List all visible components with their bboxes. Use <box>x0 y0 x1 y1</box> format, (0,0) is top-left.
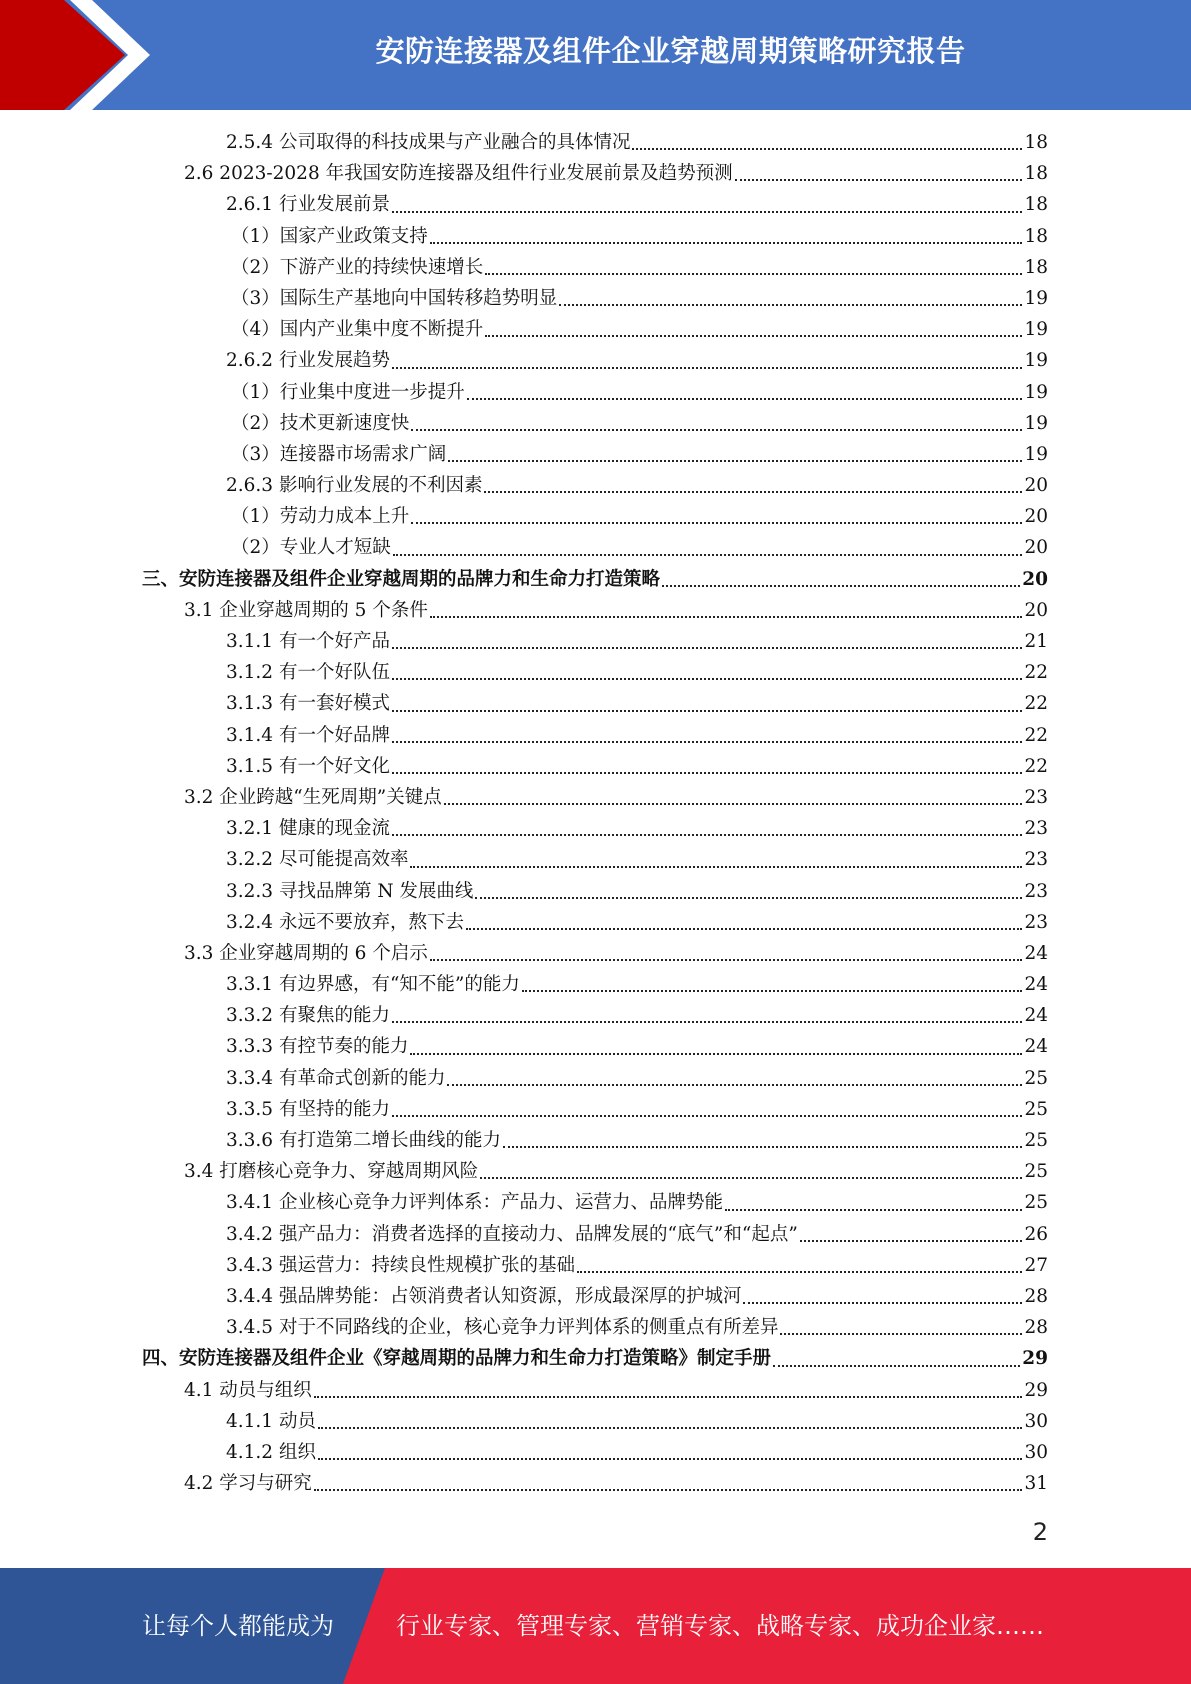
toc-entry-title: 3.4 打磨核心竞争力、穿越周期风险 <box>184 1161 479 1183</box>
toc-dot-leader <box>466 928 1022 930</box>
toc-dot-leader <box>318 1427 1023 1429</box>
toc-entry-title: （1）行业集中度进一步提升 <box>231 381 465 403</box>
toc-dot-leader <box>392 678 1022 680</box>
toc-entry[interactable] <box>142 189 1048 220</box>
toc-entry-title: 2.5.4 公司取得的科技成果与产业融合的具体情况 <box>226 132 631 153</box>
toc-entry-title: 3.2.2 尽可能提高效率 <box>226 849 409 871</box>
toc-dot-leader <box>444 803 1023 805</box>
page-number: 2 <box>1032 1518 1048 1546</box>
toc-dot-leader <box>485 335 1022 337</box>
toc-entry-title: （1）国家产业政策支持 <box>231 225 428 247</box>
toc-entry[interactable] <box>142 1312 1048 1343</box>
toc-entry-page: 20 <box>1024 537 1048 559</box>
toc-entry-page: 23 <box>1024 880 1048 902</box>
toc-entry[interactable] <box>142 158 1048 189</box>
footer-banner <box>0 1568 1191 1684</box>
toc-entry-page: 24 <box>1024 1005 1048 1027</box>
toc-entry-page: 22 <box>1024 662 1048 684</box>
toc-entry-page: 23 <box>1024 786 1048 808</box>
toc-entry-title: 3.2.1 健康的现金流 <box>226 818 390 840</box>
toc-dot-leader <box>318 1458 1023 1460</box>
toc-entry[interactable] <box>142 1250 1048 1281</box>
toc-entry-page: 24 <box>1024 1036 1048 1058</box>
toc-entry-title: 4.1.1 动员 <box>226 1410 316 1432</box>
toc-entry-title: 3.3.6 有打造第二增长曲线的能力 <box>226 1130 501 1151</box>
toc-dot-leader <box>743 1302 1022 1304</box>
toc-entry-page: 28 <box>1024 1285 1048 1307</box>
toc-entry[interactable] <box>142 532 1048 563</box>
toc-entry-title: 4.1.2 组织 <box>226 1441 316 1463</box>
toc-entry-page: 18 <box>1024 256 1048 278</box>
toc-dot-leader <box>392 741 1022 743</box>
toc-entry-page: 18 <box>1024 163 1048 185</box>
toc-entry-page: 30 <box>1024 1441 1048 1463</box>
toc-entry[interactable] <box>142 1375 1048 1406</box>
toc-entry-page: 21 <box>1024 631 1048 652</box>
toc-entry-page: 25 <box>1024 1192 1048 1214</box>
toc-entry-page: 25 <box>1024 1098 1048 1120</box>
toc-entry-title: 4.1 动员与组织 <box>184 1379 312 1401</box>
toc-entry-page: 30 <box>1024 1410 1048 1432</box>
toc-entry[interactable] <box>142 408 1048 439</box>
toc-entry-page: 19 <box>1024 412 1048 434</box>
toc-entry[interactable] <box>142 844 1048 875</box>
report-title: 安防连接器及组件企业穿越周期策略研究报告 <box>375 33 966 68</box>
toc-dot-leader <box>410 866 1022 868</box>
toc-dot-leader <box>735 179 1023 181</box>
toc-entry[interactable] <box>142 501 1048 532</box>
toc-entry[interactable] <box>142 938 1048 969</box>
toc-entry-title: 2.6.2 行业发展趋势 <box>226 350 390 372</box>
toc-entry[interactable] <box>142 1281 1048 1312</box>
toc-entry[interactable] <box>142 377 1048 408</box>
toc-entry-title: （1）劳动力成本上升 <box>231 506 410 528</box>
toc-entry[interactable] <box>142 252 1048 283</box>
toc-dot-leader <box>447 1084 1022 1086</box>
toc-entry-page: 19 <box>1024 287 1048 309</box>
toc-dot-leader <box>392 211 1022 213</box>
toc-entry-page: 25 <box>1024 1067 1048 1089</box>
toc-entry-page: 18 <box>1024 132 1048 153</box>
toc-entry-page: 29 <box>1024 1379 1048 1401</box>
toc-entry-title: （2）技术更新速度快 <box>231 412 410 434</box>
toc-entry-title: 2.6 2023-2028 年我国安防连接器及组件行业发展前景及趋势预测 <box>184 163 733 185</box>
toc-entry[interactable] <box>142 1031 1048 1062</box>
toc-dot-leader <box>392 1021 1022 1023</box>
chevron-decoration-icon <box>0 0 160 110</box>
toc-dot-leader <box>392 647 1022 649</box>
toc-entry-page: 25 <box>1024 1161 1048 1183</box>
toc-entry-title: （3）国际生产基地向中国转移趋势明显 <box>231 287 558 309</box>
toc-entry-page: 28 <box>1024 1317 1048 1339</box>
toc-entry-page: 26 <box>1024 1223 1048 1245</box>
toc-chapter-entry[interactable] <box>142 564 1048 595</box>
toc-entry[interactable] <box>142 907 1048 938</box>
toc-entry[interactable] <box>142 813 1048 844</box>
toc-entry-title: 3.1.3 有一套好模式 <box>226 693 390 715</box>
toc-dot-leader <box>577 1271 1022 1273</box>
toc-dot-leader <box>484 491 1022 493</box>
toc-entry-page: 27 <box>1024 1254 1048 1276</box>
toc-entry-title: 四、安防连接器及组件企业《穿越周期的品牌力和生命力打造策略》制定手册 <box>142 1348 772 1370</box>
toc-entry[interactable] <box>142 221 1048 252</box>
toc-entry-title: 3.4.4 强品牌势能：占领消费者认知资源，形成最深厚的护城河 <box>226 1285 742 1307</box>
toc-entry[interactable] <box>142 1468 1048 1499</box>
toc-dot-leader <box>392 367 1022 369</box>
toc-entry[interactable] <box>142 470 1048 501</box>
toc-dot-leader <box>480 1177 1022 1179</box>
toc-entry[interactable] <box>142 127 1048 158</box>
toc-entry-title: 3.3.5 有坚持的能力 <box>226 1098 390 1120</box>
toc-entry-title: （4）国内产业集中度不断提升 <box>231 319 484 341</box>
toc-entry-page: 22 <box>1024 755 1048 777</box>
toc-entry-title: 3.3.4 有革命式创新的能力 <box>226 1067 446 1089</box>
toc-entry[interactable] <box>142 688 1048 719</box>
toc-entry-page: 20 <box>1024 506 1048 528</box>
toc-entry[interactable] <box>142 345 1048 376</box>
toc-dot-leader <box>503 1146 1022 1148</box>
toc-entry-title: 4.2 学习与研究 <box>184 1473 312 1495</box>
toc-entry-title: 3.1.5 有一个好文化 <box>226 755 390 777</box>
toc-entry-page: 29 <box>1022 1348 1048 1370</box>
toc-entry-title: 3.4.2 强产品力：消费者选择的直接动力、品牌发展的“底气”和“起点” <box>226 1223 798 1245</box>
toc-dot-leader <box>485 273 1022 275</box>
toc-entry-title: 3.1 企业穿越周期的 5 个条件 <box>184 599 428 621</box>
toc-dot-leader <box>392 710 1022 712</box>
toc-entry[interactable] <box>142 1125 1048 1156</box>
toc-dot-leader <box>392 772 1022 774</box>
toc-entry-title: 3.3.2 有聚焦的能力 <box>226 1005 390 1027</box>
toc-entry[interactable] <box>142 595 1048 626</box>
toc-entry-page: 24 <box>1024 974 1048 996</box>
toc-entry-title: 3.2.4 永远不要放弃，熬下去 <box>226 911 464 933</box>
toc-entry-title: 3.1.2 有一个好队伍 <box>226 662 390 684</box>
toc-dot-leader <box>392 1115 1022 1117</box>
toc-entry-title: 3.3 企业穿越周期的 6 个启示 <box>184 942 428 964</box>
toc-dot-leader <box>392 834 1022 836</box>
toc-entry-page: 22 <box>1024 724 1048 746</box>
toc-entry-page: 23 <box>1024 911 1048 933</box>
toc-dot-leader <box>430 959 1023 961</box>
toc-entry-page: 20 <box>1024 599 1048 621</box>
toc-dot-leader <box>632 148 1022 150</box>
toc-entry[interactable] <box>142 782 1048 813</box>
toc-dot-leader <box>411 429 1022 431</box>
toc-entry-title: （3）连接器市场需求广阔 <box>231 443 447 465</box>
toc-entry-title: 2.6.3 影响行业发展的不利因素 <box>226 475 483 497</box>
footer-slogan: 让每个人都能成为 <box>142 1612 334 1640</box>
toc-dot-leader <box>780 1333 1022 1335</box>
toc-entry-title: 3.3.3 有控节奏的能力 <box>226 1036 409 1058</box>
toc-entry-page: 24 <box>1024 942 1048 964</box>
toc-dot-leader <box>559 304 1022 306</box>
toc-entry[interactable] <box>142 1406 1048 1437</box>
toc-entry-title: 3.1.4 有一个好品牌 <box>226 724 390 746</box>
toc-entry[interactable] <box>142 720 1048 751</box>
toc-entry-page: 19 <box>1024 350 1048 372</box>
toc-entry-title: （2）专业人才短缺 <box>231 537 391 559</box>
toc-dot-leader <box>522 990 1023 992</box>
toc-entry[interactable] <box>142 283 1048 314</box>
toc-entry-title: 3.4.1 企业核心竞争力评判体系：产品力、运营力、品牌势能 <box>226 1192 723 1214</box>
toc-dot-leader <box>448 460 1022 462</box>
toc-entry[interactable] <box>142 1000 1048 1031</box>
toc-entry-page: 20 <box>1022 568 1048 590</box>
toc-dot-leader <box>662 585 1020 587</box>
toc-entry[interactable] <box>142 314 1048 345</box>
toc-entry[interactable] <box>142 876 1048 907</box>
toc-entry-page: 18 <box>1024 225 1048 247</box>
toc-entry[interactable] <box>142 657 1048 688</box>
toc-dot-leader <box>800 1240 1023 1242</box>
report-header <box>0 0 1191 110</box>
toc-entry-title: 3.1.1 有一个好产品 <box>226 631 390 652</box>
toc-entry-title: 3.2.3 寻找品牌第 N 发展曲线 <box>226 880 474 902</box>
toc-entry[interactable] <box>142 1094 1048 1125</box>
toc-entry[interactable] <box>142 1156 1048 1187</box>
table-of-contents <box>142 127 1048 1499</box>
toc-entry-page: 22 <box>1024 693 1048 715</box>
footer-roles: 行业专家、管理专家、营销专家、战略专家、成功企业家…… <box>396 1612 1044 1640</box>
toc-entry[interactable] <box>142 1187 1048 1218</box>
toc-dot-leader <box>393 554 1023 556</box>
toc-entry-page: 19 <box>1024 443 1048 465</box>
toc-entry-page: 23 <box>1024 849 1048 871</box>
toc-dot-leader <box>725 1209 1022 1211</box>
toc-entry[interactable] <box>142 626 1048 657</box>
toc-entry-title: 2.6.1 行业发展前景 <box>226 194 390 216</box>
toc-entry-page: 19 <box>1024 319 1048 341</box>
toc-entry-page: 31 <box>1024 1473 1048 1495</box>
toc-dot-leader <box>314 1489 1023 1491</box>
toc-entry[interactable] <box>142 969 1048 1000</box>
toc-dot-leader <box>430 616 1023 618</box>
toc-entry[interactable] <box>142 1219 1048 1250</box>
toc-dot-leader <box>467 398 1023 400</box>
toc-dot-leader <box>410 1053 1022 1055</box>
toc-entry-page: 19 <box>1024 381 1048 403</box>
toc-entry-page: 25 <box>1024 1130 1048 1151</box>
toc-entry-page: 23 <box>1024 818 1048 840</box>
toc-chapter-entry[interactable] <box>142 1343 1048 1374</box>
toc-dot-leader <box>314 1396 1023 1398</box>
toc-entry[interactable] <box>142 1063 1048 1094</box>
toc-entry-title: 3.2 企业跨越“生死周期”关键点 <box>184 786 442 808</box>
toc-entry-page: 18 <box>1024 194 1048 216</box>
toc-entry[interactable] <box>142 439 1048 470</box>
toc-entry-title: （2）下游产业的持续快速增长 <box>231 256 484 278</box>
toc-entry-page: 20 <box>1024 475 1048 497</box>
toc-dot-leader <box>475 897 1022 899</box>
toc-dot-leader <box>773 1365 1020 1367</box>
toc-entry-title: 三、安防连接器及组件企业穿越周期的品牌力和生命力打造策略 <box>142 568 661 590</box>
toc-entry-title: 3.4.3 强运营力：持续良性规模扩张的基础 <box>226 1254 575 1276</box>
toc-entry[interactable] <box>142 1437 1048 1468</box>
toc-entry[interactable] <box>142 751 1048 782</box>
toc-dot-leader <box>411 522 1022 524</box>
toc-entry-title: 3.4.5 对于不同路线的企业，核心竞争力评判体系的侧重点有所差异 <box>226 1317 779 1339</box>
toc-entry-title: 3.3.1 有边界感，有“知不能”的能力 <box>226 974 520 996</box>
toc-dot-leader <box>430 242 1023 244</box>
